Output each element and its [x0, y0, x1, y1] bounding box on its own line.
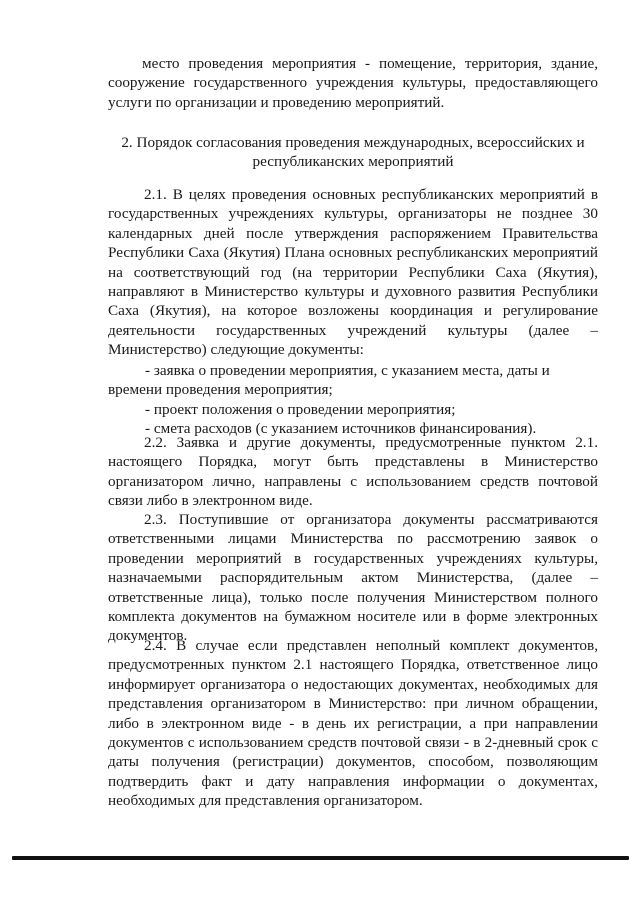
paragraph-2-1: 2.1. В целях проведения основных республиканских мероприятий в государственных учреждениях культуры, организаторы не позднее 30 календарных дней после утверждения распоряжением Правительства Республики Саха (Якутия) Плана основных республиканских мероприятий на соответствующий год (на территории Республики Саха (Якутия), направляют в Министерство культуры и духовного развития Республики Саха (Якутия), на которое возложены координация и регулирование деятельности государственных учреждений культуры (далее – Министерство) следующие документы:: [108, 186, 598, 359]
paragraph-2-3: 2.3. Поступившие от организатора документы рассматриваются ответственными лицами Министерства по рассмотрению заявок о проведении мероприятий в государственных учреждениях культуры, назначаемыми распорядительным актом Министерства, (далее – ответственные лица), только после получения Министерством полного комплекта документов на бумажном носителе или в форме электронных документов.: [108, 511, 598, 645]
footer-divider: [12, 856, 629, 860]
list-item: - заявка о проведении мероприятия, с указанием места, даты и времени проведения мероприятия;: [108, 362, 550, 399]
paragraph-2-2: 2.2. Заявка и другие документы, предусмотренные пунктом 2.1. настоящего Порядка, могут быть представлены в Министерство организатором лично, направлены с использованием средств почтовой связи либо в электронном виде.: [108, 434, 598, 510]
paragraph-2-4: 2.4. В случае если представлен неполный комплект документов, предусмотренных пунктом 2.1 настоящего Порядка, ответственное лицо информирует организатора о недостающих документах, необходимых для представления организатором в Министерство: при личном обращении, либо в электронном виде - в день их регистрации, а при направлении документов с использованием средств почтовой связи - в 2-дневный срок с даты получения (регистрации) документов, способом, позволяющим подтвердить факт и дату направления информации о документах, необходимых для представления организатором.: [108, 637, 598, 810]
section-heading-line-1: 2. Порядок согласования проведения международных, всероссийских и: [121, 134, 585, 151]
intro-paragraph: место проведения мероприятия - помещение, территория, здание, сооружение государственного учреждения культуры, предоставляющего услуги по организации и проведению мероприятий.: [108, 55, 598, 111]
section-heading: [108, 133, 598, 172]
document-list: [108, 361, 598, 439]
section-heading-line-2: республиканских мероприятий: [252, 153, 454, 171]
list-item: - смета расходов (с указанием источников финансирования).: [145, 420, 537, 438]
list-item: - проект положения о проведении мероприятия;: [145, 400, 456, 418]
